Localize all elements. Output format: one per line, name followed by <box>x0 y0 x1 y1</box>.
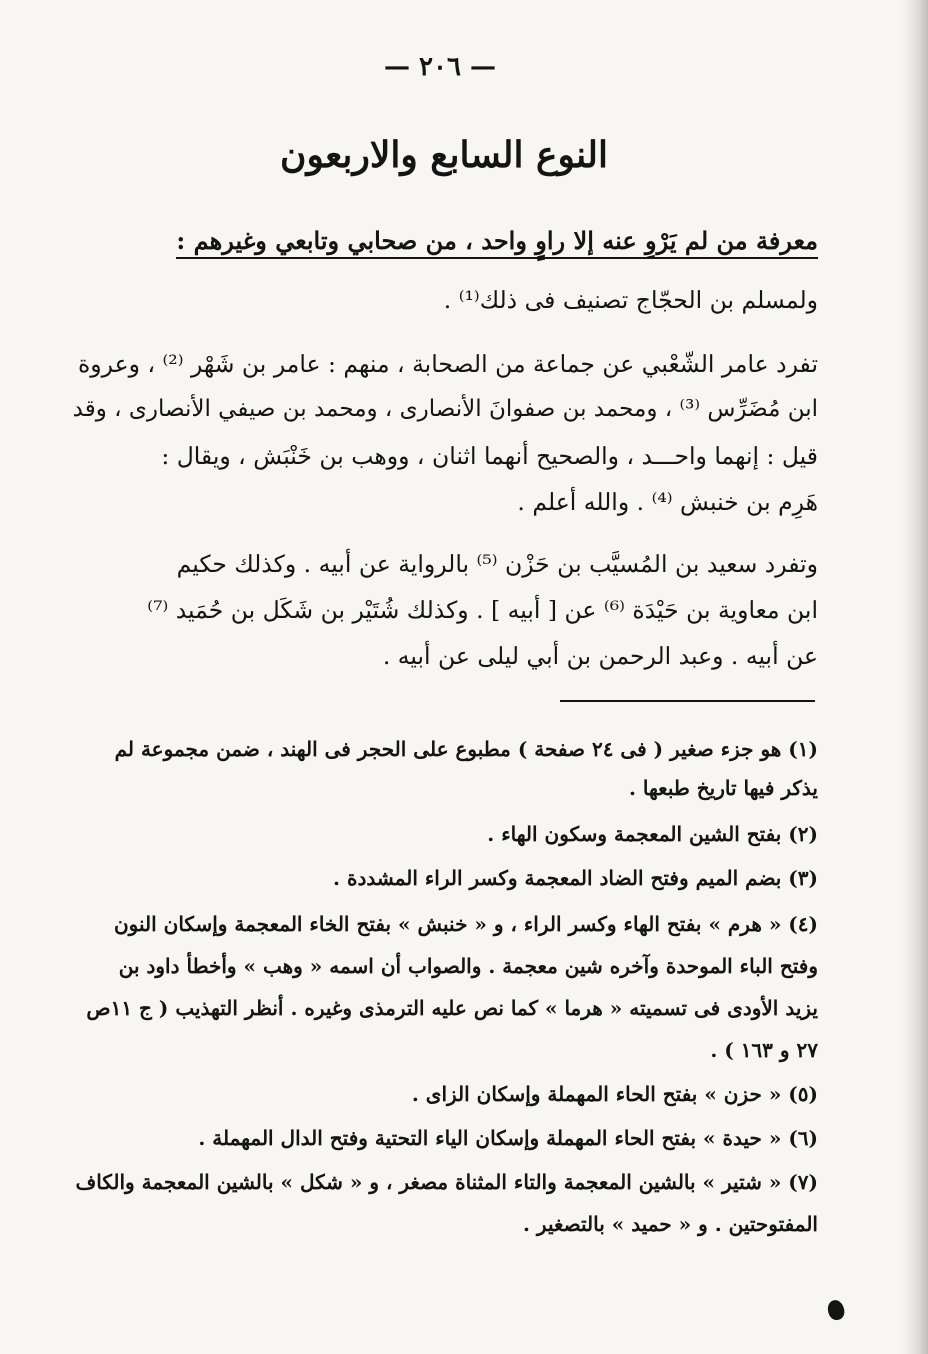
footnote-line: (٥) « حزن » بفتح الحاء المهملة وإسكان الزاى . <box>411 1082 818 1106</box>
body-line: قيل : إنهما واحـــد ، والصحيح أنهما اثنان ، ووهب بن خَنْبَش ، ويقال : <box>161 442 818 470</box>
footnote-line: (٢) بفتح الشين المعجمة وسكون الهاء . <box>487 822 818 846</box>
body-line: ابن مُضَرِّس ⁽³⁾ ، ومحمد بن صفوانَ الأنصارى ، ومحمد بن صيفي الأنصارى ، وقد <box>72 396 818 422</box>
scan-edge-shadow <box>902 0 928 1354</box>
footnote-line: (١) هو جزء صغير ( فى ٢٤ صفحة ) مطبوع على الحجر فى الهند ، ضمن مجموعة لم <box>114 737 818 761</box>
footnote-separator <box>560 700 815 702</box>
page-number: — ٢٠٦ — <box>383 52 497 82</box>
footnote-line: (٣) بضم الميم وفتح الضاد المعجمة وكسر الراء المشددة . <box>333 866 818 890</box>
chapter-title: النوع السابع والاربعون <box>280 134 608 176</box>
footnote-line: (٤) « هرم » بفتح الهاء وكسر الراء ، و « خنبش » بفتح الخاء المعجمة وإسكان النون <box>113 912 818 936</box>
ink-mark <box>826 1298 847 1321</box>
footnote-line: (٦) « حيدة » بفتح الحاء المهملة وإسكان الياء التحتية وفتح الدال المهملة . <box>198 1126 818 1150</box>
footnote-line: (٧) « شتير » بالشين المعجمة والتاء المثناة مصغر ، و « شكل » بالشين المعجمة والكاف <box>75 1170 818 1194</box>
chapter-subtitle-text: معرفة من لم يَرْوِ عنه إلا راوٍ واحد ، من صحابي وتابعي وغيرهم : <box>176 226 818 259</box>
footnote-line: وفتح الباء الموحدة وآخره شين معجمة . والصواب أن اسمه « وهب » وأخطأ داود بن <box>118 954 818 978</box>
footnote-line: ٢٧ و ١٦٣ ) . <box>710 1038 818 1062</box>
footnote-line: يزيد الأودى فى تسميته « هرما » كما نص عليه الترمذى وغيره . أنظر التهذيب ( ج ١١ص <box>86 996 818 1020</box>
body-line: هَرِم بن خنبش ⁽⁴⁾ . والله أعلم . <box>517 488 818 516</box>
footnote-line: المفتوحتين . و « حميد » بالتصغير . <box>523 1212 818 1236</box>
body-line: تفرد عامر الشّعْبي عن جماعة من الصحابة ، منهم : عامر بن شَهْر ⁽²⁾ ، وعروة <box>78 350 818 378</box>
body-line: ولمسلم بن الحجّاج تصنيف فى ذلك⁽¹⁾ . <box>443 286 818 314</box>
body-line: عن أبيه . وعبد الرحمن بن أبي ليلى عن أبيه . <box>382 642 818 670</box>
body-line: ابن معاوية بن حَيْدَة ⁽⁶⁾ عن [ أبيه ] . وكذلك شُتَيْر بن شَكَل بن حُمَيد ⁽⁷⁾ <box>147 596 818 624</box>
chapter-subtitle <box>176 226 818 255</box>
body-line: وتفرد سعيد بن المُسيَّب بن حَزْن ⁽⁵⁾ بالرواية عن أبيه . وكذلك حكيم <box>176 550 818 578</box>
footnote-line: يذكر فيها تاريخ طبعها . <box>628 776 818 800</box>
